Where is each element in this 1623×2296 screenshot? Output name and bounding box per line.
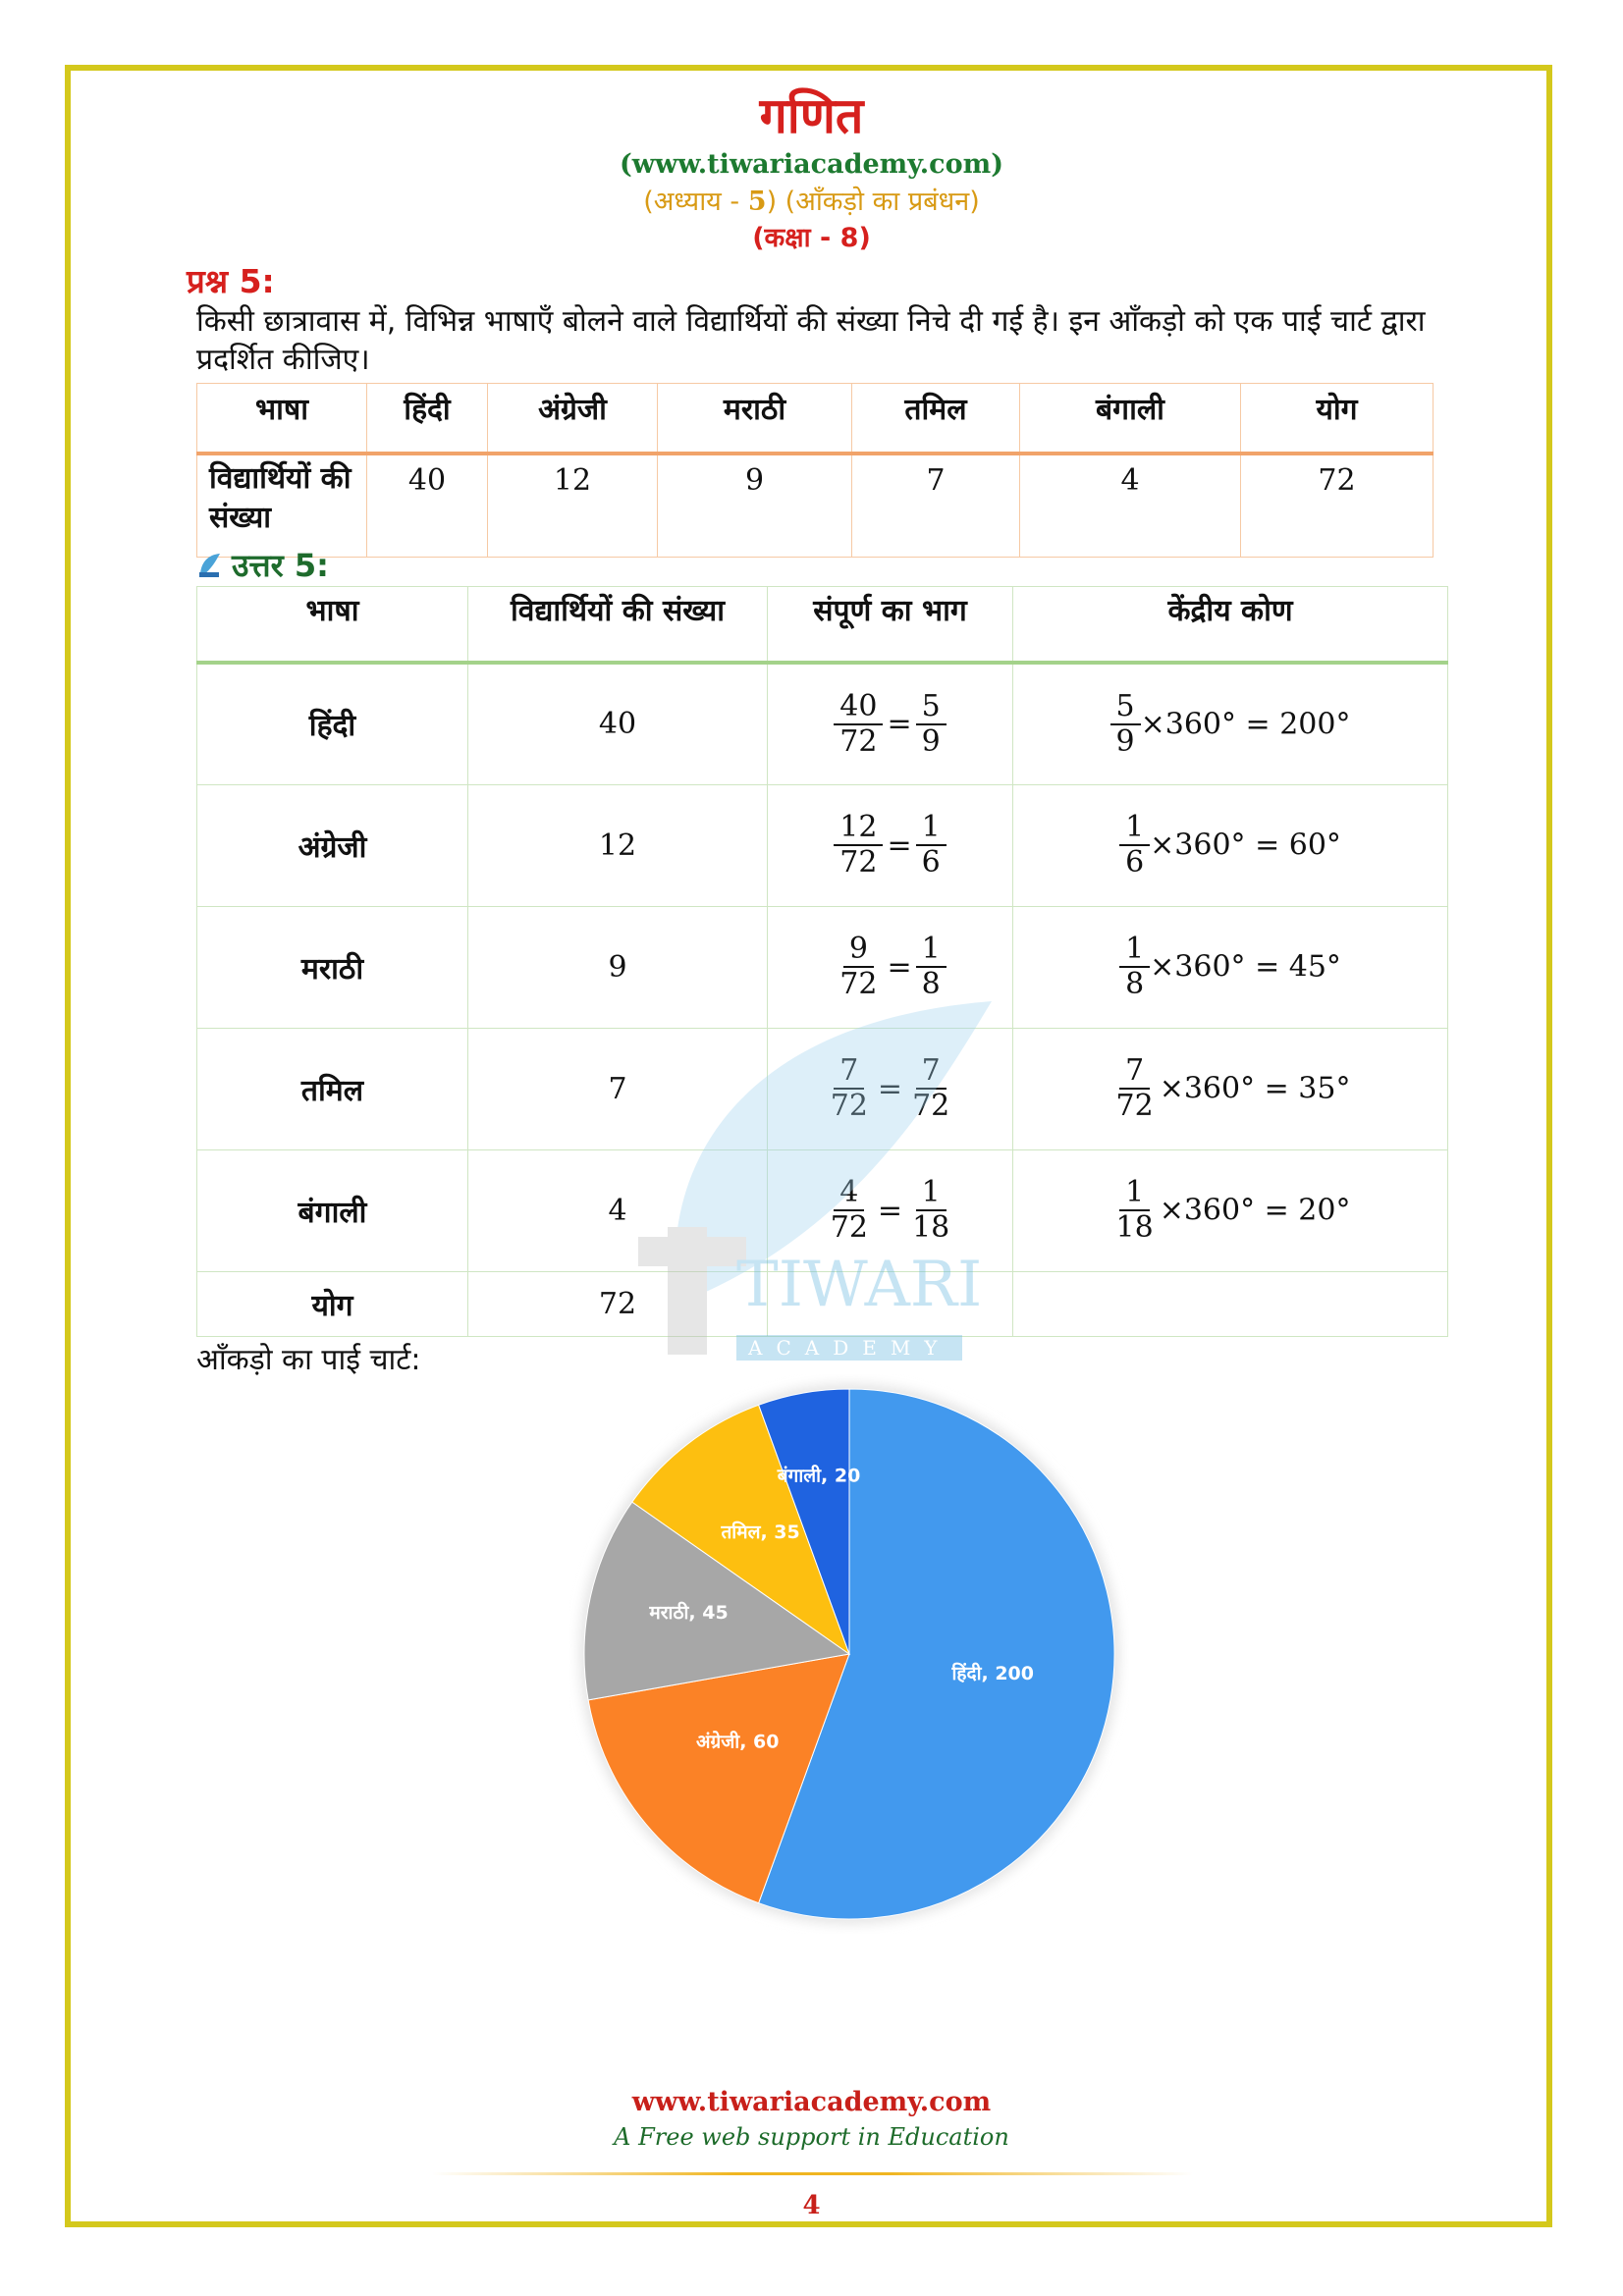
question-label: प्रश्न 5: (187, 262, 275, 300)
answer-table-header (197, 587, 1448, 664)
angle-cell (1013, 784, 1448, 906)
numerator: 40 (834, 690, 883, 725)
denominator: 6 (921, 845, 941, 880)
fraction (1110, 1176, 1160, 1245)
empty-cell (768, 1271, 1013, 1336)
watermark-subtext: ACADEMY (748, 1336, 951, 1360)
fraction (906, 1054, 955, 1123)
question-text: किसी छात्रावास में, विभिन्न भाषाएँ बोलने वाले विद्यार्थियों की संख्या निचे दी गई है। इन आँकड़ो को एक पाई चार्ट द्वारा प्रदर्शित कीजिए। (196, 304, 1426, 377)
chapter-suffix: ) (आँकड़ो का प्रबंधन) (766, 187, 980, 217)
table-header-cell: तमिल (852, 384, 1020, 454)
language-cell: अंग्रेजी (197, 784, 468, 906)
footer-website[interactable]: www.tiwariacademy.com (631, 2087, 992, 2117)
fraction (916, 933, 947, 1001)
denominator: 72 (912, 1089, 950, 1123)
count-cell: 40 (468, 663, 768, 784)
denominator: 6 (1125, 845, 1145, 880)
angle-expression: ×360° = 60° (1150, 828, 1341, 863)
table-header-cell: विद्यार्थियों की संख्या (468, 587, 768, 664)
page-number: 4 (802, 2191, 821, 2220)
table-header-cell: केंद्रीय कोण (1013, 587, 1448, 664)
numerator: 4 (834, 1176, 864, 1211)
grade-info (0, 218, 1623, 254)
fraction (916, 690, 947, 759)
denominator: 72 (830, 1210, 868, 1245)
numerator: 1 (916, 811, 947, 846)
denominator: 72 (839, 723, 878, 759)
table-header-cell: हिंदी (367, 384, 488, 454)
grade-prefix: (कक्षा - (752, 223, 840, 253)
table-cell: 9 (658, 454, 852, 558)
table-header-cell: योग (1241, 384, 1434, 454)
fraction (825, 1176, 874, 1245)
fraction (834, 690, 883, 759)
angle-expression: ×360° = 35° (1159, 1071, 1351, 1106)
chapter-prefix: (अध्याय - (643, 187, 748, 217)
table-cell: 72 (1241, 454, 1434, 558)
angle-expression: ×360° = 45° (1150, 949, 1341, 985)
count-cell: 9 (468, 906, 768, 1028)
numerator: 7 (916, 1054, 947, 1090)
language-cell: तमिल (197, 1028, 468, 1149)
fraction (1110, 1054, 1160, 1123)
header-website: (www.tiwariacademy.com) (620, 149, 1003, 180)
angle-cell (1013, 663, 1448, 784)
numerator: 7 (1119, 1054, 1150, 1090)
numerator: 5 (916, 690, 947, 725)
numerator: 1 (1119, 1176, 1150, 1211)
fraction-cell: $\frac{7}{72}$ = $\frac{7}{72}$ (768, 1028, 1013, 1149)
table-cell: 4 (1020, 454, 1241, 558)
count-cell: 12 (468, 784, 768, 906)
table-header-cell: भाषा (197, 384, 367, 454)
academy-logo-icon (196, 551, 222, 580)
question-table (196, 383, 1434, 558)
table-cell: 7 (852, 454, 1020, 558)
numerator: 1 (916, 1176, 947, 1211)
pie-slice-label: अंग्रेजी, 60 (695, 1731, 780, 1753)
footer-divider (432, 2172, 1193, 2175)
pie-slice-label: तमिल, 35 (721, 1522, 800, 1544)
denominator: 9 (1115, 723, 1135, 759)
table-row (197, 784, 1448, 906)
angle-cell (1013, 1149, 1448, 1271)
denominator: 72 (830, 1089, 868, 1123)
question-table-header (197, 384, 1434, 454)
answer-table (196, 586, 1448, 1337)
pie-slice-label: मराठी, 45 (649, 1601, 729, 1624)
language-cell: मराठी (197, 906, 468, 1028)
answer-label (196, 544, 329, 586)
language-cell: बंगाली (197, 1149, 468, 1271)
denominator: 72 (1115, 1089, 1154, 1123)
table-header-cell: मराठी (658, 384, 852, 454)
angle-expression: ×360° = 200° (1140, 707, 1351, 742)
total-label: योग (197, 1271, 468, 1336)
fraction-cell: $\frac{9}{72}$ = $\frac{1}{8}$ (768, 906, 1013, 1028)
pie-slice-label: बंगाली, 20 (777, 1465, 861, 1487)
denominator: 72 (839, 967, 878, 1001)
denominator: 18 (1115, 1210, 1154, 1245)
table-row (197, 1028, 1448, 1149)
table-row (197, 454, 1434, 558)
table-cell: 40 (367, 454, 488, 558)
total-row (197, 1271, 1448, 1336)
table-header-cell: भाषा (197, 587, 468, 664)
watermark-text: TIWARI (736, 1249, 983, 1321)
language-cell: हिंदी (197, 663, 468, 784)
numerator: 1 (916, 933, 947, 968)
table-header-cell: बंगाली (1020, 384, 1241, 454)
table-row (197, 906, 1448, 1028)
angle-expression: ×360° = 20° (1159, 1193, 1351, 1228)
table-header-cell: संपूर्ण का भाग (768, 587, 1013, 664)
answer-label-text: उत्तर 5: (232, 547, 329, 584)
denominator: 18 (912, 1210, 950, 1245)
fraction-cell: $\frac{4}{72}$ = $\frac{1}{18}$ (768, 1149, 1013, 1271)
pie-slice-label: हिंदी, 200 (951, 1662, 1035, 1684)
fraction (906, 1176, 955, 1245)
pie-chart (569, 1374, 1129, 1934)
denominator: 72 (839, 845, 878, 880)
total-value: 72 (468, 1271, 768, 1336)
empty-cell (1013, 1271, 1448, 1336)
row-label: विद्यार्थियों की संख्या (197, 454, 367, 558)
numerator: 5 (1110, 690, 1141, 725)
chapter-info (0, 182, 1623, 218)
fraction-cell: $\frac{40}{72}$ = $\frac{5}{9}$ (768, 663, 1013, 784)
numerator: 1 (1119, 933, 1150, 968)
page-title: गणित (759, 87, 864, 144)
table-row (197, 663, 1448, 784)
table-row (197, 1149, 1448, 1271)
fraction (1119, 933, 1150, 1001)
grade-suffix: ) (858, 223, 871, 253)
pie-chart-caption: आँकड़ो का पाई चार्ट: (196, 1343, 421, 1377)
denominator: 9 (921, 723, 941, 759)
angle-cell (1013, 1028, 1448, 1149)
fraction (834, 811, 883, 880)
fraction-cell: $\frac{12}{72}$ = $\frac{1}{6}$ (768, 784, 1013, 906)
numerator: 12 (834, 811, 883, 846)
table-header-cell: अंग्रेजी (488, 384, 658, 454)
count-cell: 4 (468, 1149, 768, 1271)
fraction (825, 1054, 874, 1123)
numerator: 9 (843, 933, 874, 968)
footer-tagline: A Free web support in Education (614, 2123, 1009, 2151)
denominator: 8 (921, 967, 941, 1001)
fraction (1119, 811, 1150, 880)
chapter-number: 5 (747, 187, 767, 217)
numerator: 1 (1119, 811, 1150, 846)
grade-number: 8 (839, 223, 859, 253)
denominator: 8 (1125, 967, 1145, 1001)
numerator: 7 (834, 1054, 864, 1090)
fraction (1110, 690, 1141, 759)
count-cell: 7 (468, 1028, 768, 1149)
table-cell: 12 (488, 454, 658, 558)
fraction (916, 811, 947, 880)
angle-cell (1013, 906, 1448, 1028)
fraction (834, 933, 883, 1001)
